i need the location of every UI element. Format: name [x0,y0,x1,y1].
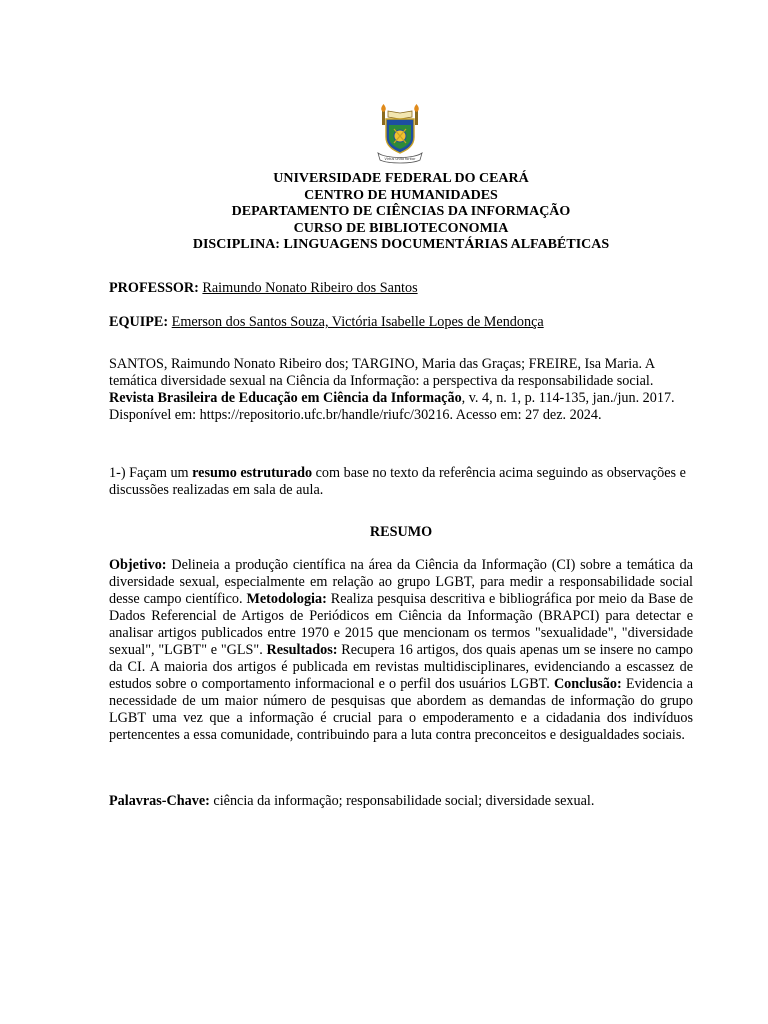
header-discipline: DISCIPLINA: LINGUAGENS DOCUMENTÁRIAS ALFABÉTICAS [192,237,610,252]
conclusion-text: Evidencia a necessidade de um maior número de pesquisas que abordem as demandas de informação do grupo LGBT uma vez que a informação é crucial para o empoderamento e a cidadania dos indivíduos pertencentes a essa comunidade, contribuindo para a luta contra preconceitos e desigualdades sociais. [109,676,693,743]
results-text: Recupera 16 artigos, dos quais apenas um se insere no campo da CI. A maioria dos artigos é publicada em revistas multidisciplinares, evidenciando a escassez de estudos sobre o comportamento informacional e o perfil dos usuários LGBT. [109,642,694,692]
team-line [109,314,694,331]
summary-title: RESUMO [369,524,433,540]
professor-label: PROFESSOR: [109,280,199,296]
header-department: DEPARTAMENTO DE CIÊNCIAS DA INFORMAÇÃO [231,204,571,219]
university-crest-icon [374,103,426,165]
method-text: Realiza pesquisa descritiva e bibliográfica por meio da Base de Dados Referencial de Artigos de Periódicos em Ciência da Informação (BRAPCI) para detectar e analisar artigos publicados entre 1970 e 2015 que mencionam os termos "sexualidade", "diversidade sexual", "LGBT" e "GLS". [109,591,693,658]
question-emphasis: resumo estruturado [192,465,313,481]
logo-motto: Virtus unita fortior [384,157,416,161]
header-center: CENTRO DE HUMANIDADES [304,187,498,203]
torch-icon [414,104,419,125]
header-university: UNIVERSIDADE FEDERAL DO CEARÁ [273,171,529,186]
keywords-text: ciência da informação; responsabilidade social; diversidade sexual. [209,793,595,809]
objective-label: Objetivo: [109,557,167,573]
team-label: EQUIPE: [109,314,169,330]
institution-header [100,171,702,254]
keywords-label: Palavras-Chave: [109,793,210,809]
structured-abstract [109,557,693,744]
bibliographic-reference [109,356,694,424]
method-label: Metodologia: [246,591,327,607]
reference-journal: Revista Brasileira de Educação em Ciência da Informação [109,390,462,406]
conclusion-label: Conclusão: [553,676,622,692]
professor-line [109,280,694,297]
objective-text: Delineia a produção científica na área da Ciência da Informação (CI) sobre a temática da diversidade sexual, especialmente em relação ao grupo LGBT, para medir a responsabilidade social desse campo científico. [109,557,693,607]
question-end: com base no texto da referência acima seguindo as observações e discussões realizadas em sala de aula. [109,465,686,498]
reference-details: , v. 4, n. 1, p. 114-135, jan./jun. 2017. Disponível em: https://repositorio.ufc.br/handle/riufc/30216. Acesso em: 27 dez. 2024. [109,390,675,423]
torch-icon [381,104,386,125]
professor-name: Raimundo Nonato Ribeiro dos Santos [202,280,418,296]
reference-authors-title: SANTOS, Raimundo Nonato Ribeiro dos; TARGINO, Maria das Graças; FREIRE, Isa Maria. A temática diversidade sexual na Ciência da Informação: a perspectiva da responsabilidade social. [109,356,655,389]
header-course: CURSO DE BIBLIOTECONOMIA [293,220,509,236]
question-start: 1-) Façam um [109,465,193,481]
team-names: Emerson dos Santos Souza, Victória Isabelle Lopes de Mendonça [171,314,544,330]
results-label: Resultados: [266,642,338,658]
assignment-question [109,465,694,499]
keywords-line [109,793,694,810]
